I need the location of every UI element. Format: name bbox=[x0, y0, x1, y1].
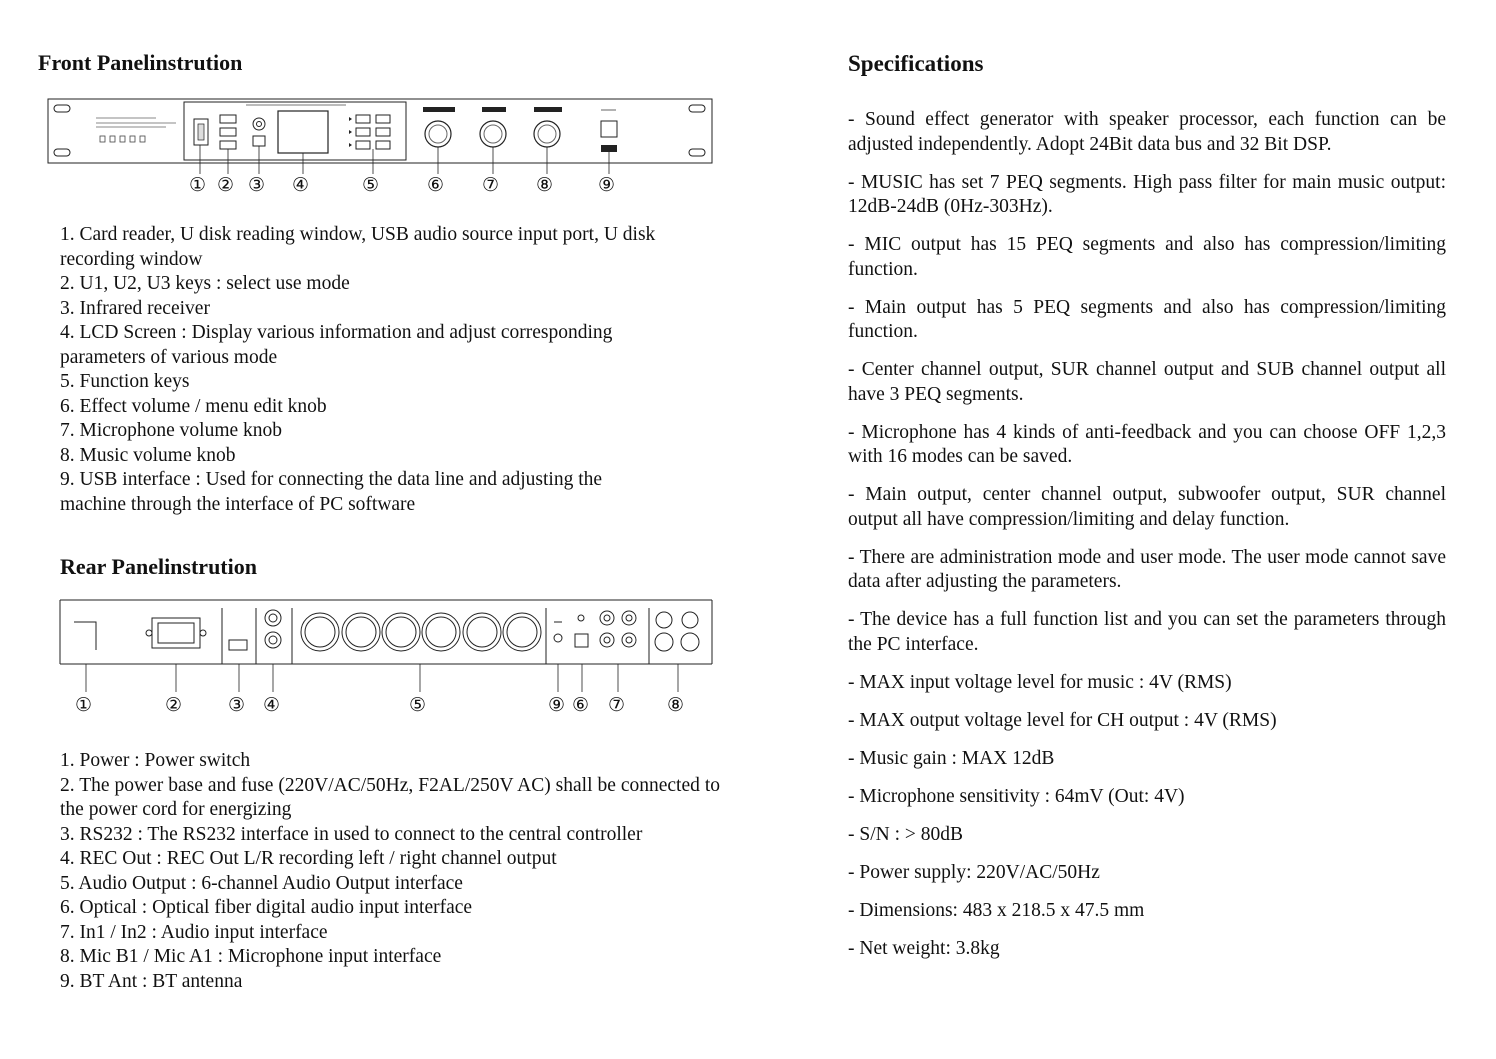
front-item-9: 9. USB interface : Used for connecting the data line and adjusting the machine through the interface of PC software bbox=[60, 469, 603, 515]
rear-callout-4: ④ bbox=[263, 694, 281, 716]
rear-callout-1: ① bbox=[75, 694, 93, 716]
front-item-1: 1. Card reader, U disk reading window, USB audio source input port, U disk recording window bbox=[60, 224, 656, 270]
spec-item: - The device has a full function list and you can set the parameters through the PC interface. bbox=[848, 609, 1446, 655]
front-callout-8: ⑧ bbox=[536, 174, 554, 196]
front-callout-3: ③ bbox=[248, 174, 266, 196]
front-item-4: 4. LCD Screen : Display various information and adjust corresponding parameters of various mode bbox=[60, 322, 613, 368]
rear-item-8: 8. Mic B1 / Mic A1 : Microphone input interface bbox=[60, 946, 442, 967]
rear-callout-8: ⑧ bbox=[667, 694, 685, 716]
front-callout-1: ① bbox=[189, 174, 207, 196]
front-callout-9: ⑨ bbox=[598, 174, 616, 196]
front-panel-list bbox=[60, 223, 720, 517]
spec-item: - Net weight: 3.8kg bbox=[848, 937, 1000, 959]
spec-item: - MAX output voltage level for CH output : 4V (RMS) bbox=[848, 709, 1277, 731]
rear-callout-9: ⑨ bbox=[548, 694, 566, 716]
spec-item: - MAX input voltage level for music : 4V (RMS) bbox=[848, 671, 1232, 693]
front-callout-5: ⑤ bbox=[362, 174, 380, 196]
spec-item: - MUSIC has set 7 PEQ segments. High pass filter for main music output: 12dB-24dB (0Hz-303Hz). bbox=[848, 171, 1446, 217]
rear-panel-heading: Rear Panelinstrution bbox=[60, 554, 257, 579]
spec-item: - There are administration mode and user mode. The user mode cannot save data after adjusting the parameters. bbox=[848, 546, 1446, 592]
front-item-3: 3. Infrared receiver bbox=[60, 297, 210, 319]
rear-item-2: 2. The power base and fuse (220V/AC/50Hz, F2AL/250V AC) shall be connected to the power cord for energizing bbox=[60, 774, 720, 820]
front-item-5: 5. Function keys bbox=[60, 371, 190, 392]
specifications-heading: Specifications bbox=[848, 51, 984, 76]
rear-item-3: 3. RS232 : The RS232 interface in used to connect to the central controller bbox=[60, 823, 643, 845]
front-item-7: 7. Microphone volume knob bbox=[60, 420, 283, 441]
spec-item: - MIC output has 15 PEQ segments and also has compression/limiting function. bbox=[848, 234, 1446, 280]
front-panel-heading: Front Panelinstrution bbox=[38, 50, 243, 75]
front-panel-diagram bbox=[46, 96, 716, 196]
spec-item: - Main output, center channel output, subwoofer output, SUR channel output all have compression/limiting and delay function. bbox=[848, 484, 1446, 530]
rear-panel-list bbox=[60, 749, 720, 994]
spec-item: - Center channel output, SUR channel output and SUB channel output all have 3 PEQ segments. bbox=[848, 359, 1446, 405]
spec-item: - Sound effect generator with speaker processor, each function can be adjusted independently. Adopt 24Bit data bus and 32 Bit DSP. bbox=[848, 109, 1446, 155]
specifications-list bbox=[848, 108, 1446, 975]
rear-item-4: 4. REC Out : REC Out L/R recording left / right channel output bbox=[60, 848, 557, 869]
rear-callout-6: ⑥ bbox=[572, 694, 590, 716]
rear-callout-3: ③ bbox=[228, 694, 246, 716]
rear-item-6: 6. Optical : Optical fiber digital audio input interface bbox=[60, 897, 473, 918]
rear-item-5: 5. Audio Output : 6-channel Audio Output interface bbox=[60, 872, 463, 894]
front-callout-4: ④ bbox=[292, 174, 310, 196]
spec-item: - Dimensions: 483 x 218.5 x 47.5 mm bbox=[848, 899, 1145, 921]
rear-panel-diagram bbox=[58, 596, 718, 716]
front-item-2: 2. U1, U2, U3 keys : select use mode bbox=[60, 273, 350, 294]
front-callout-6: ⑥ bbox=[427, 174, 445, 196]
rear-callout-5: ⑤ bbox=[409, 694, 427, 716]
rear-item-7: 7. In1 / In2 : Audio input interface bbox=[60, 921, 328, 943]
front-item-8: 8. Music volume knob bbox=[60, 444, 236, 466]
front-callout-7: ⑦ bbox=[482, 174, 500, 196]
rear-callout-7: ⑦ bbox=[608, 694, 626, 716]
spec-item: - Microphone sensitivity : 64mV (Out: 4V) bbox=[848, 785, 1185, 807]
spec-item: - S/N : > 80dB bbox=[848, 823, 964, 845]
spec-item: - Microphone has 4 kinds of anti-feedback and you can choose OFF 1,2,3 with 16 modes can be saved. bbox=[848, 421, 1446, 467]
spec-item: - Music gain : MAX 12dB bbox=[848, 747, 1055, 769]
spec-item: - Main output has 5 PEQ segments and also has compression/limiting function. bbox=[848, 296, 1446, 342]
front-callout-2: ② bbox=[217, 174, 235, 196]
rear-item-1: 1. Power : Power switch bbox=[60, 750, 251, 771]
spec-item: - Power supply: 220V/AC/50Hz bbox=[848, 861, 1100, 883]
rear-callout-2: ② bbox=[165, 694, 183, 716]
front-item-6: 6. Effect volume / menu edit knob bbox=[60, 395, 327, 417]
rear-item-9: 9. BT Ant : BT antenna bbox=[60, 970, 243, 992]
